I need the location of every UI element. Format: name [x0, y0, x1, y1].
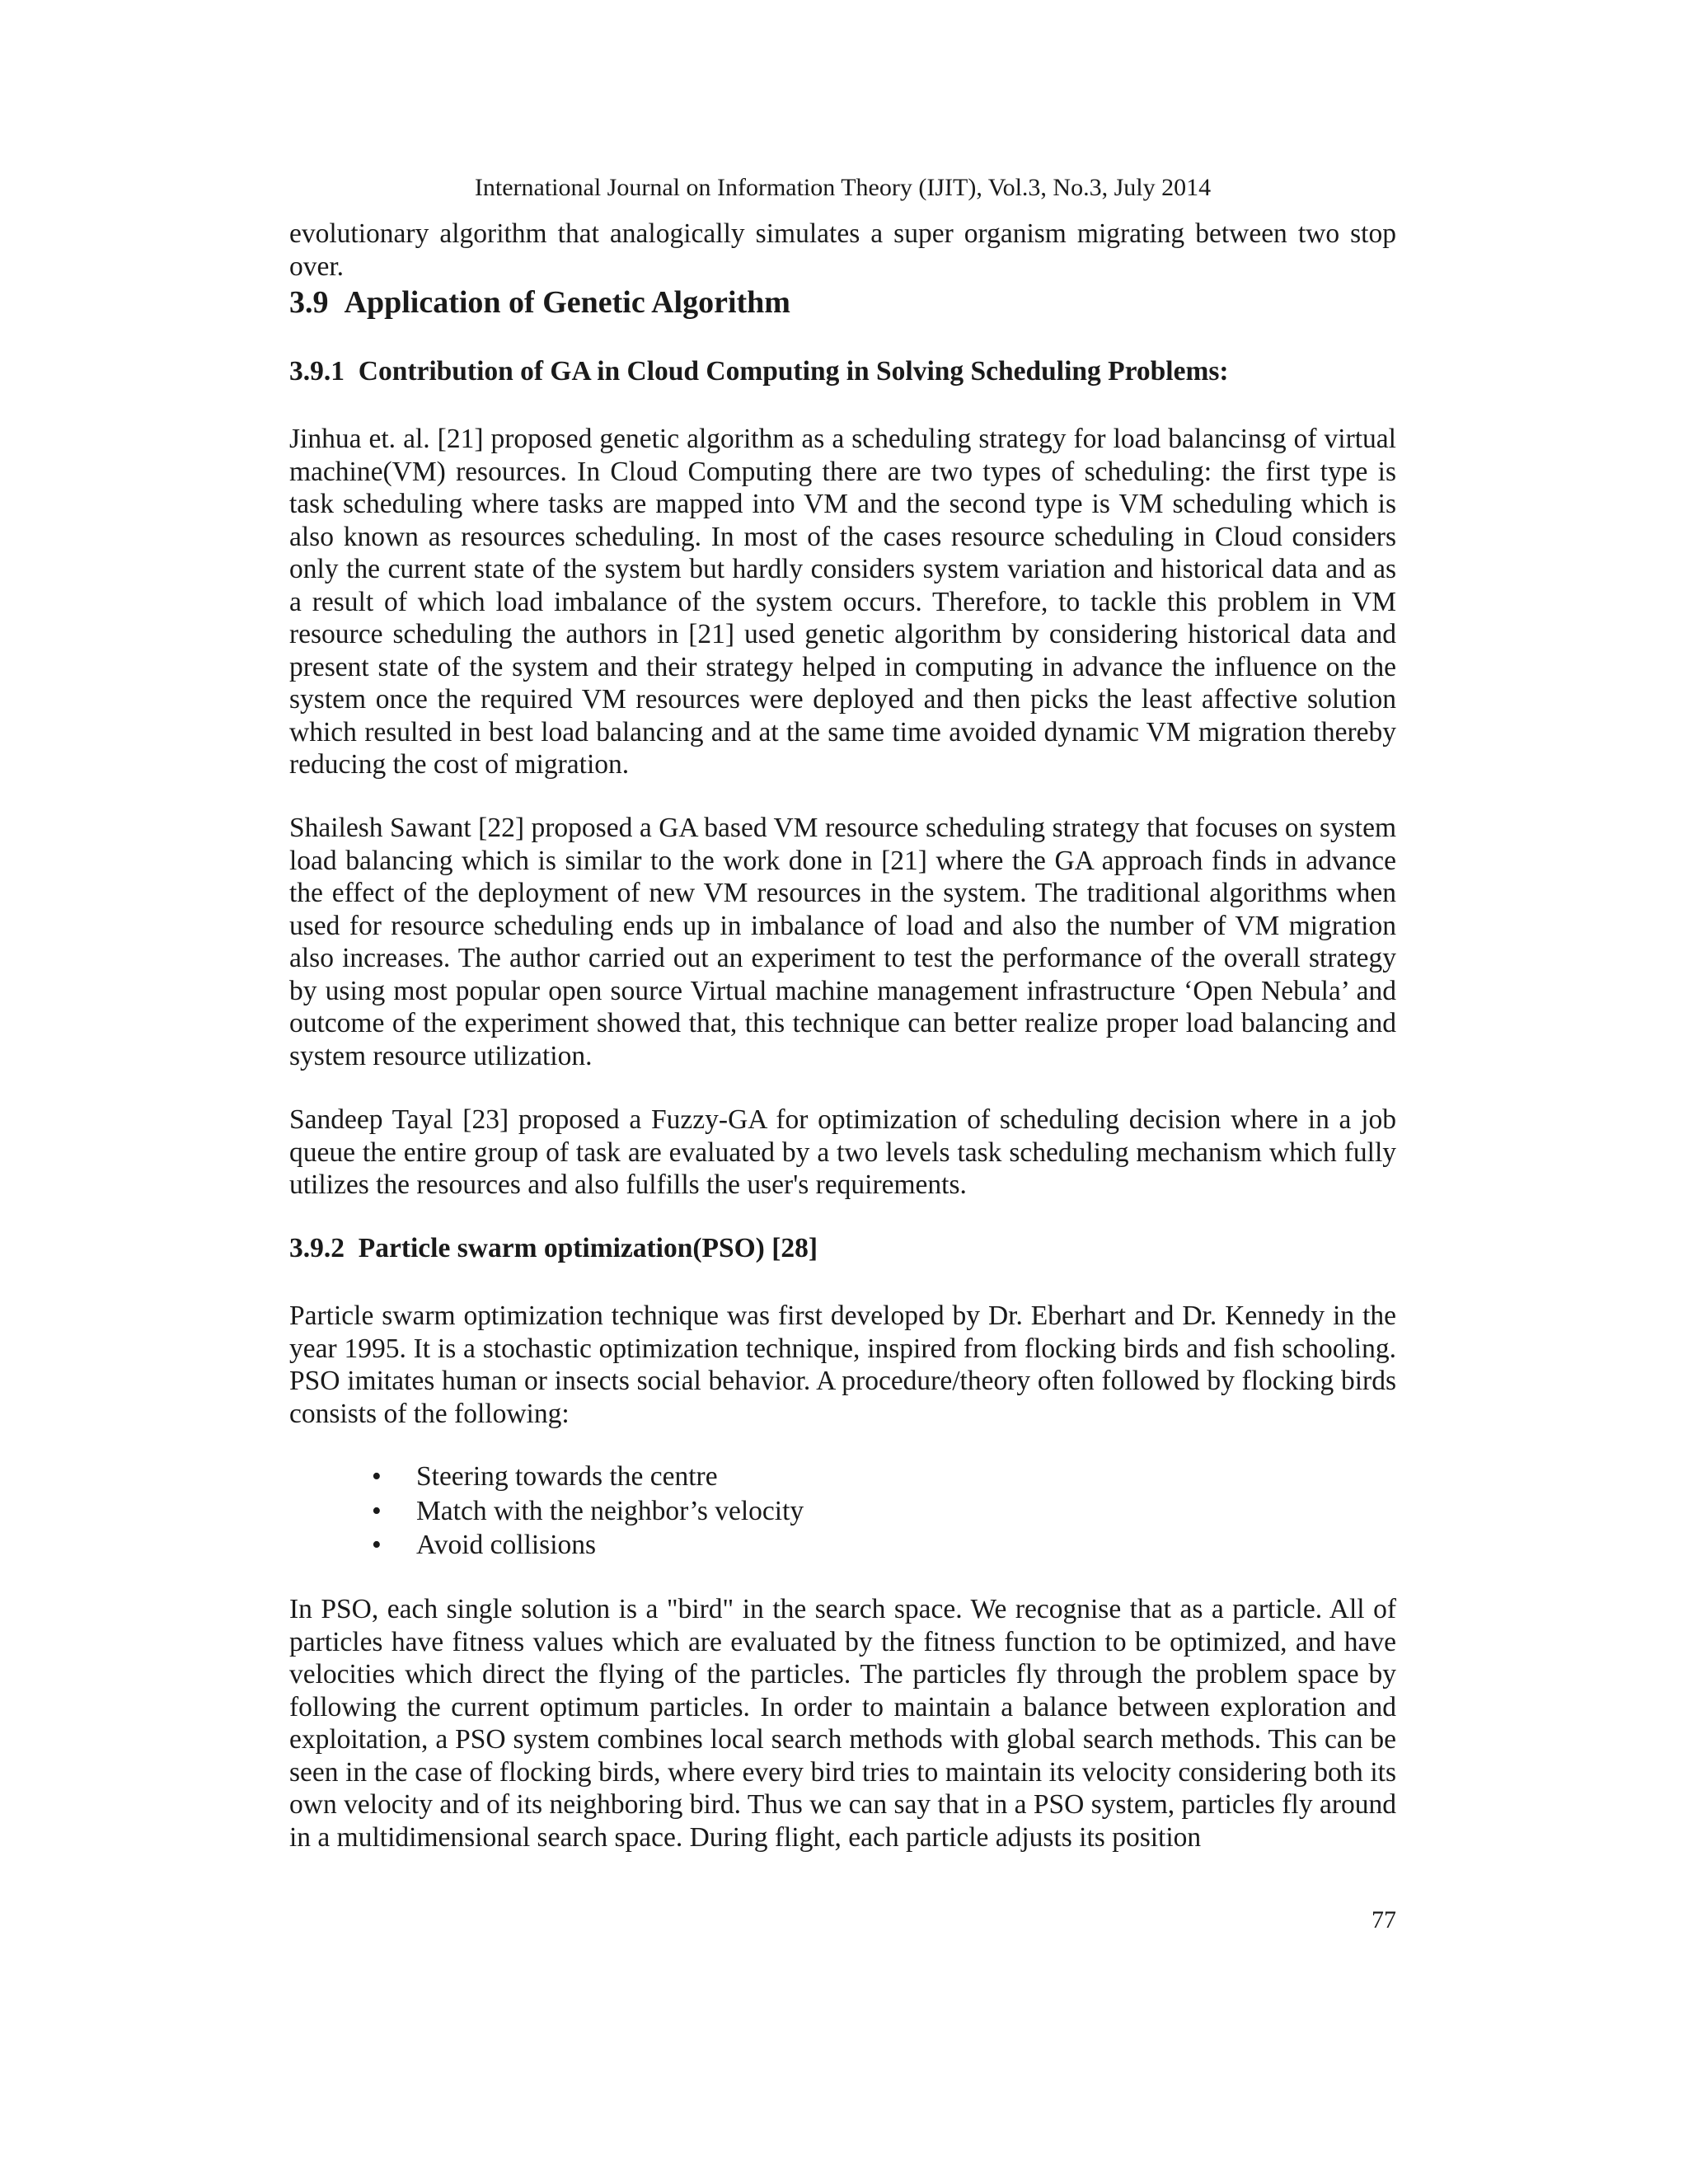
- list-item: [289, 1528, 1396, 1563]
- subsection-heading-ga-cloud: [289, 355, 1396, 388]
- list-item: [289, 1460, 1396, 1494]
- subsection-number: 3.9.2: [289, 1233, 345, 1263]
- section-title: Application of Genetic Algorithm: [344, 285, 790, 320]
- bullet-icon: •: [372, 1461, 382, 1492]
- section-number: 3.9: [289, 285, 329, 320]
- list-item-text: Avoid collisions: [416, 1530, 597, 1560]
- paragraph-sawant: Shailesh Sawant [22] proposed a GA based VM resource scheduling strategy that focuses on system load balancing which is similar to the work done in [21] where the GA approach finds in advance the effect of the deployment of new VM resources in the system. The traditional algorithms when used for resource scheduling ends up in imbalance of load and also the number of VM migration also increases. The author carried out an experiment to test the performance of the overall strategy by using most popular open source Virtual machine management infrastructure ‘Open Nebula’ and outcome of the experiment showed that, this technique can better realize proper load balancing and system resource utilization.: [289, 813, 1396, 1071]
- paragraph-pso-detail: In PSO, each single solution is a "bird" in the search space. We recognise that as a particle. All of particles have fitness values which are evaluated by the fitness function to be optimized, and have velocities which direct the flying of the particles. The particles fly through the problem space by following the current optimum particles. In order to maintain a balance between exploration and exploitation, a PSO system combines local search methods with global search methods. This can be seen in the case of flocking birds, where every bird tries to maintain its velocity considering both its own velocity and of its neighboring bird. Thus we can say that in a PSO system, particles fly around in a multidimensional search space. During flight, each particle adjusts its position: [289, 1594, 1396, 1853]
- section-heading: [289, 284, 1396, 321]
- list-item-text: Steering towards the centre: [416, 1461, 718, 1492]
- intro-paragraph: evolutionary algorithm that analogically simulates a super organism migrating between two stop over.: [289, 218, 1396, 282]
- paragraph-jinhua: Jinhua et. al. [21] proposed genetic algorithm as a scheduling strategy for load balancinsg of virtual machine(VM) resources. In Cloud Computing there are two types of scheduling: the first type is task scheduling where tasks are mapped into VM and the second type is VM scheduling which is also known as resources scheduling. In most of the cases resource scheduling in Cloud considers only the current state of the system but hardly considers system variation and historical data and as a result of which load imbalance of the system occurs. Therefore, to tackle this problem in VM resource scheduling the authors in [21] used genetic algorithm by considering historical data and present state of the system and their strategy helped in computing in advance the influence on the system once the required VM resources were deployed and then picks the least affective solution which resulted in best load balancing and at the same time avoided dynamic VM migration thereby reducing the cost of migration.: [289, 424, 1396, 780]
- bullet-list: [289, 1460, 1396, 1563]
- bullet-icon: •: [372, 1530, 382, 1560]
- subsection-number: 3.9.1: [289, 356, 345, 387]
- subsection-heading-pso: [289, 1232, 1396, 1265]
- list-item-text: Match with the neighbor’s velocity: [416, 1495, 804, 1526]
- paragraph-pso-intro: Particle swarm optimization technique was first developed by Dr. Eberhart and Dr. Kennedy in the year 1995. It is a stochastic optimization technique, inspired from flocking birds and fish schooling. PSO imitates human or insects social behavior. A procedure/theory often followed by flocking birds consists of the following:: [289, 1301, 1396, 1429]
- subsection-title: Particle swarm optimization(PSO) [28]: [358, 1233, 818, 1263]
- subsection-title: Contribution of GA in Cloud Computing in Solving Scheduling Problems:: [358, 356, 1229, 387]
- page-number: 77: [1372, 1906, 1396, 1933]
- paragraph-tayal: Sandeep Tayal [23] proposed a Fuzzy-GA for optimization of scheduling decision where in a job queue the entire group of task are evaluated by a two levels task scheduling mechanism which fully utilizes the resources and also fulfills the user's requirements.: [289, 1104, 1396, 1200]
- running-header: International Journal on Information Theory (IJIT), Vol.3, No.3, July 2014: [474, 174, 1212, 201]
- bullet-icon: •: [372, 1495, 382, 1526]
- list-item: [289, 1494, 1396, 1529]
